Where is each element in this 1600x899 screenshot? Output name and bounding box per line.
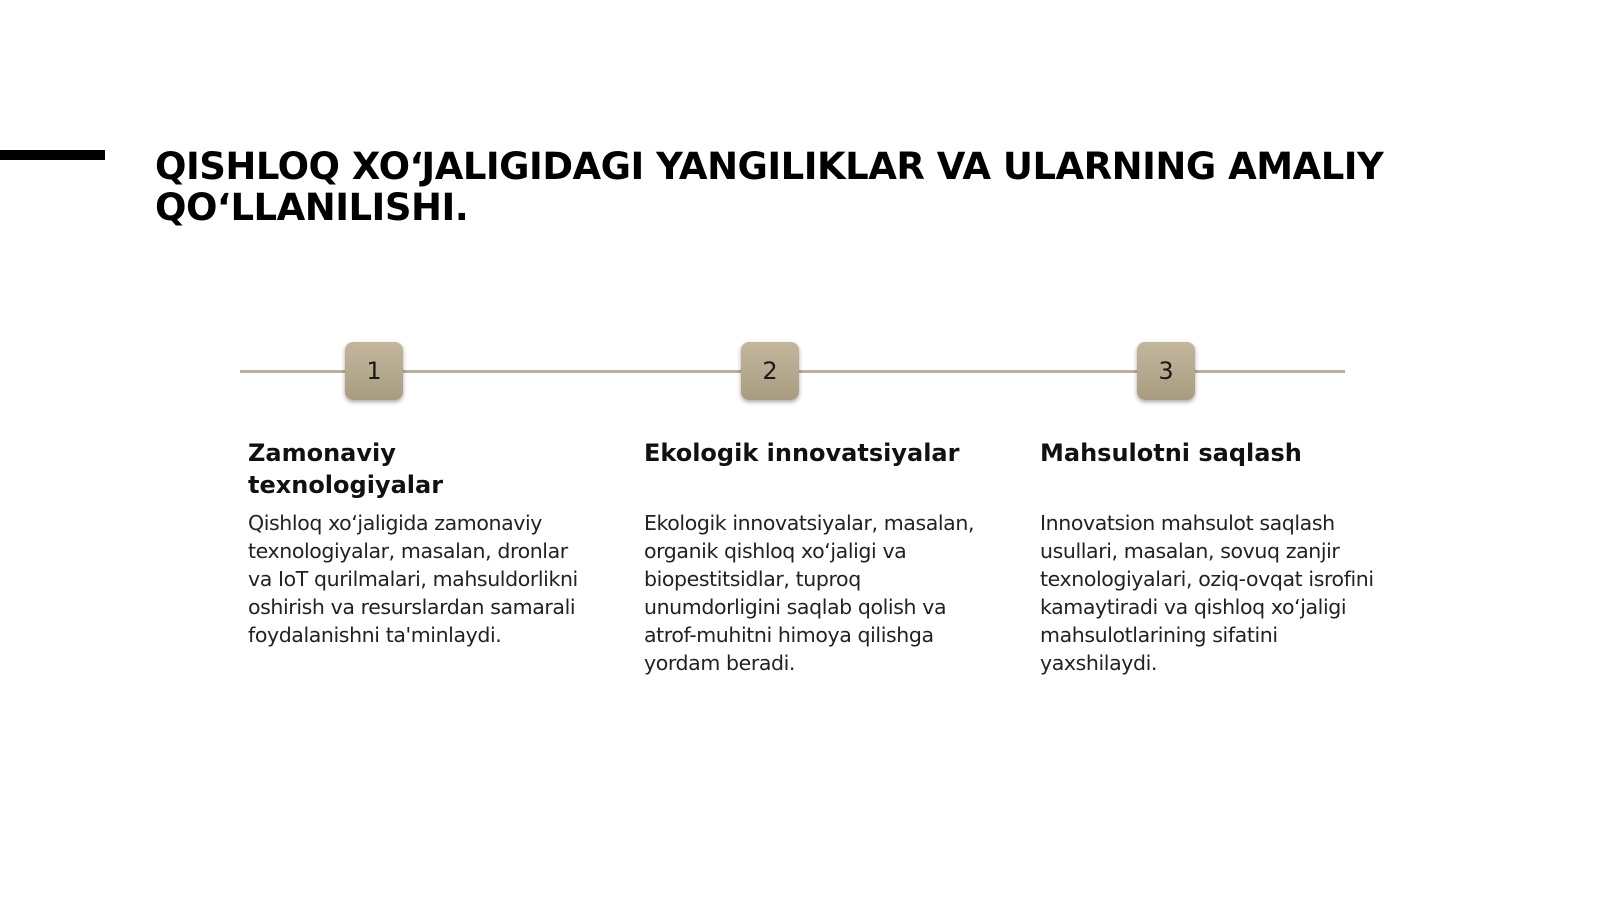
step-2-column [644, 437, 984, 677]
step-1-column [248, 437, 588, 649]
step-3-description: Innovatsion mahsulot saqlash usullari, masalan, sovuq zanjir texnologiyalari, oziq-ovqat isrofini kamaytiradi va qishloq xo‘jaligi mahsulotlarining sifatini yaxshilaydi. [1040, 511, 1374, 675]
step-3-badge: 3 [1137, 342, 1195, 400]
title-accent-bar [0, 150, 105, 160]
step-1-heading: Zamonaviy texnologiyalar [248, 439, 444, 499]
step-1-badge: 1 [345, 342, 403, 400]
step-3-heading: Mahsulotni saqlash [1040, 439, 1302, 467]
step-1-description: Qishloq xo‘jaligida zamonaviy texnologiyalar, masalan, dronlar va IoT qurilmalari, mahsuldorlikni oshirish va resurslardan samarali foydalanishni ta'minlaydi. [248, 511, 578, 647]
step-2-heading: Ekologik innovatsiyalar [644, 439, 960, 467]
step-2-badge: 2 [741, 342, 799, 400]
step-2-description: Ekologik innovatsiyalar, masalan, organik qishloq xo‘jaligi va biopestitsidlar, tuproq unumdorligini saqlab qolish va atrof-muhitni himoya qilishga yordam beradi. [644, 511, 975, 675]
slide-title: QISHLOQ XO‘JALIGIDAGI YANGILIKLAR VA ULARNING AMALIY QO‘LLANILISHI. [155, 145, 1384, 229]
step-3-column [1040, 437, 1380, 677]
